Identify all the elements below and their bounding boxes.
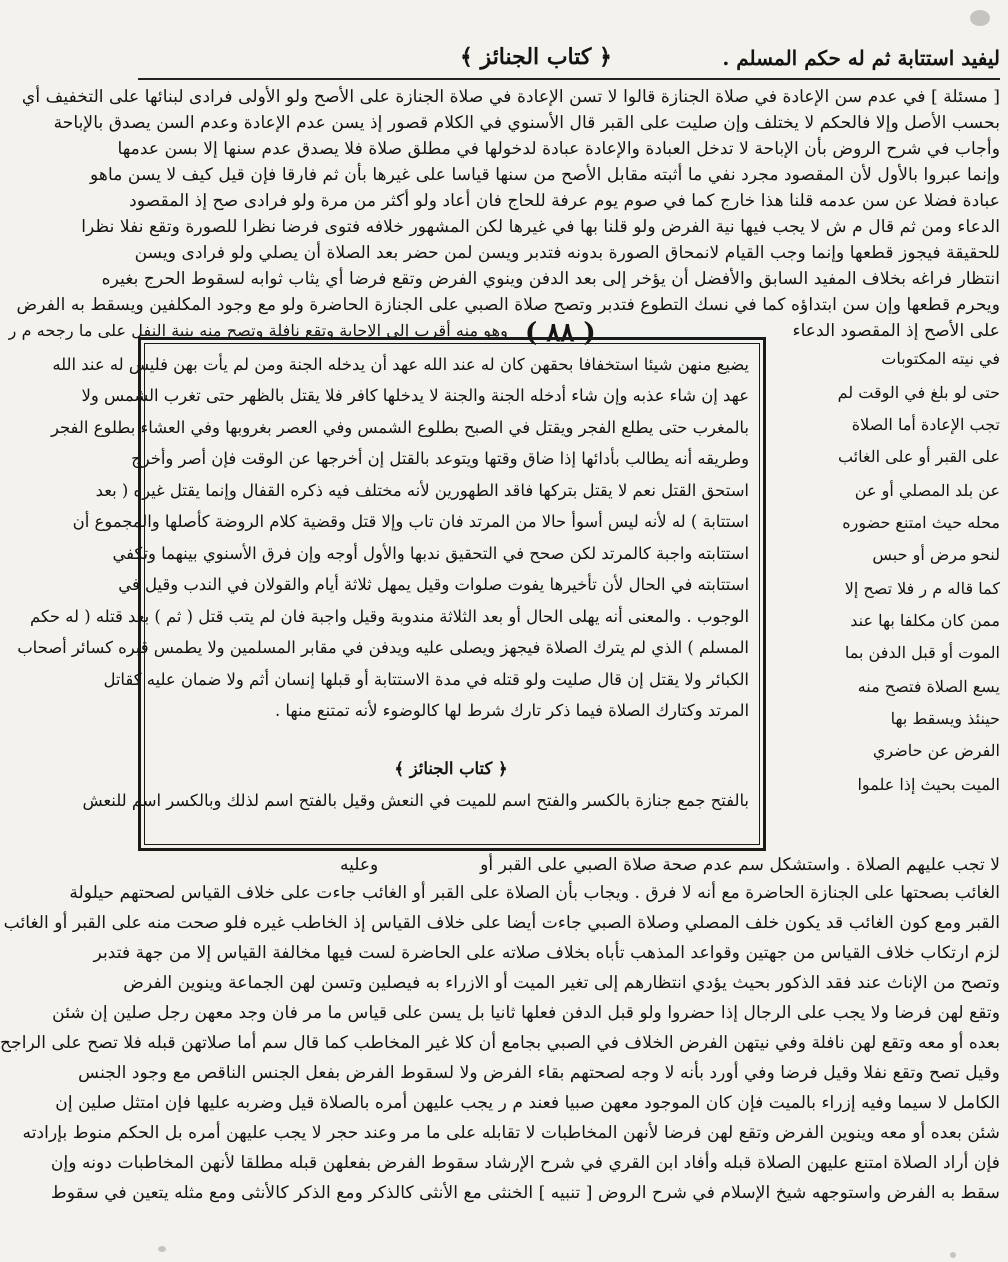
text-line <box>138 852 1000 880</box>
text-line: الغائب بصحتها على الجنازة الحاضرة مع أنه لا فرق . ويجاب بأن الصلاة على القبر أو الغائب جاءت على خلاف القياس لصحتهم حيلولة <box>69 883 1000 903</box>
boxed-main-text <box>17 337 766 851</box>
box-text-line: وطريقه أنه يطالب بأدائها إذا ضاق وقتها ويتوعد بالقتل إن أخرجها عن الوقت فإن أصر وأخرج <box>131 449 749 468</box>
text-line: القبر ومع كون الغائب قد يكون خلف المصلي وصلاة الصبي جاءت أيضا على خلاف القياس إذ الخاطب غيره فلو صحت منه على القبر أو الغائب <box>3 913 1000 933</box>
side-text-line: ممن كان مكلفا بها عند <box>850 611 1000 630</box>
line-segment-left: وهو منه أقرب إلى الإجابة وتقع نافلة وتصح منه بنية النفل على ما رجحه م ر <box>8 321 508 340</box>
text-line: فإن أراد الصلاة امتنع عليهن الصلاة قبله وأفاد ابن القري في شرح الإرشاد سقوط الفرض بفعلهن قبله مطلقا لأنهن المخاطبات دونه وإن <box>50 1153 1000 1173</box>
text-line: الدعاء ومن ثم قال م ش لا يجب فيها نية الفرض ولو قلنا بها في غيرها لكن المشهور خلافه فتوى فرضا نظرا للصورة وتقع نفلا نظرا <box>81 217 1000 237</box>
page-number: ( ٨٨ ) <box>525 318 596 348</box>
side-text-line: كما قاله م ر فلا تصح إلا <box>844 579 1000 598</box>
side-text-line: في نيته المكتوبات <box>881 349 1000 368</box>
box-text-line: الوجوب . والمعنى أنه يهلى الحال أو بعد الثلاثة مندوبة وقيل واجبة فان لم يتب قتل ( ثم ) بعد قتله ( له حكم <box>29 607 749 626</box>
text-line: ويحرم قطعها وإن سن ابتداؤه كما في نسك التطوع فتدبر وتصح صلاة الصبي على الجنازة الحاضرة ولو مع وجود المكلفين ويسقط به الفرض <box>16 295 1000 315</box>
box-text-line: عهد إن شاء عذبه وإن شاء أدخله الجنة والجنة لا يدخلها كافر فلا يقتل بالظهر حتى تغرب الشمس ولا <box>81 386 749 405</box>
side-text-line: عن بلد المصلي أو عن <box>854 481 1000 500</box>
box-text-line: الكبائر ولا يقتل إن قال صليت ولو قتله في مدة الاستتابة أو قبلها إنسان أثم ولا ضمان عليه كقاتل <box>103 670 749 689</box>
text-line: وتقع لهن فرضا ولا يجب على الرجال إذا حضروا ولو قبل الدفن فعلها ثانيا بل يسن على قياس ما مر فان وجد معهن رجل صلين إن شئن <box>52 1003 1000 1023</box>
text-line: وقيل تصح وتقع نفلا وقيل فرضا وفي أورد بأنه لا وجه لصحتهم بقاء الفرض ولا لسقوط الفرض بفعل الجنس الناقص مع وجود الجنس <box>78 1063 1000 1083</box>
box-text-line: استتابته في الحال لأن تأخيرها يفوت صلوات وقيل يمهل ثلاثة أيام والقولان في الندب وقيل في <box>118 575 749 594</box>
line-segment: على الأصح إذ المقصود الدعاء <box>792 321 1000 341</box>
side-text-line: الفرض عن حاضري <box>872 741 1000 760</box>
text-line: [ مسئلة ] في عدم سن الإعادة في صلاة الجنازة قالوا لا تسن الإعادة في صلاة الجنازة على الأصح ولو الأولى فرادى لبنائها على التخفيف أي <box>21 87 1000 107</box>
scan-speck <box>158 1246 166 1252</box>
header-running-text: ليفيد استتابة ثم له حكم المسلم . <box>722 46 1000 70</box>
scan-speck <box>970 10 990 26</box>
side-text-line: محله حيث امتنع حضوره <box>842 513 1000 532</box>
header-rule <box>138 78 1000 80</box>
text-line: شئن بعده أو معه وينوين الفرض وتقع لهن فرضا لأنهن المخاطبات لا تقابله على ما مر وعند حجر لا يجب عليهن أمره بل الحكم منوط بإرادته <box>22 1123 1000 1143</box>
box-text-line: بالمغرب حتى يطلع الفجر ويقتل في الصبح بطلوع الشمس وفي العصر بغروبها وفي العشاء بطلوع الفجر <box>50 418 749 437</box>
text-line: لزم ارتكاب خلاف القياس من جهتين وقواعد المذهب تأباه بخلاف صلاته على الحاضرة لست فيها مخالفة القياس إلا من جهة فتدبر <box>93 943 1000 963</box>
side-text-line: تجب الإعادة أما الصلاة <box>851 415 1000 434</box>
side-text-line: حينئذ ويسقط بها <box>890 709 1000 728</box>
box-text-line: استتابة ) له لأنه ليس أسوأ حالا من المرتد فان تاب وإلا قتل وقضية كلام الروضة كأصلها والمجموع أن <box>72 512 749 531</box>
box-text-line: المرتد وكتارك الصلاة فيما ذكر تارك شرط لها كالوضوء لأنه تمتنع منها . <box>274 701 749 720</box>
side-text-line: الموت أو قبل الدفن بما <box>844 643 1000 662</box>
box-text-line: استتابته واجبة كالمرتد لكن صحح في التحقيق ندبها والأول أوجه وإن فرق الأسنوي بينهما وتكفي <box>112 544 749 563</box>
box-text-line: يضيع منهن شيئا استخفافا بحقهن كان له عند الله عهد أن يدخله الجنة ومن لم يأت بهن فليس له عند الله <box>52 355 749 374</box>
header-chapter-title: ﴿ كتاب الجنائز ﴾ <box>460 44 612 70</box>
side-text-line: الميت بحيث إذا علموا <box>857 775 1000 794</box>
side-text-line: على القبر أو على الغائب <box>837 447 1000 466</box>
text-line: بحسب الأصل وإلا فالحكم لا يختلف وإن صليت على القبر قال الأسنوي في الكلام قصور إذ يسن عدم الإعادة وعدم السن يصدق بالإباحة <box>53 113 1000 133</box>
box-text-line: المسلم ) الذي لم يترك الصلاة فيجهز ويصلى عليه ويدفن في مقابر المسلمين ولا يطمس قبره كسائر أصحاب <box>17 638 749 657</box>
text-line: بعده أو معه وتقع لهن نافلة وفي نيتهن الفرض الخلاف في الصبي بجامع أن كلا غير المخاطب كما قال سم أما صلاتهن قبله فلا تصح على الراجح <box>0 1033 1000 1053</box>
text-line: سقط به الفرض واستوجهه شيخ الإسلام في شرح الروض [ تنبيه ] الخنثى مع الأنثى كالذكر ومع الذكر كالأنثى ومع مثله يتعين في سقوط <box>50 1183 1000 1203</box>
side-text-line: حتى لو بلغ في الوقت لم <box>837 383 1000 402</box>
box-text-line: بالفتح جمع جنازة بالكسر والفتح اسم للميت في النعش وقيل بالفتح اسم لذلك وبالكسر اسم للنعش <box>82 791 749 810</box>
text-line: انتظار فراغه بخلاف المفيد السابق والأفضل أن يؤخر إلى بعد الدفن وينوي الفرض وتقع فرضا أي يثاب ثوابه لسقوط الحرج بغيره <box>101 269 1000 289</box>
side-text-line: لنحو مرض أو حبس <box>872 545 1000 564</box>
text-line: وأجاب في شرح الروض بأن الإباحة لا تدخل العبادة والإعادة عبادة لدخولها في مطلق صلاة فلا يصدق عدم سنها إلا بسن عدمها <box>117 139 1000 159</box>
page-header <box>130 42 1008 76</box>
box-section-title: ﴿ كتاب الجنائز ﴾ <box>394 759 508 778</box>
line-segment-left: وعليه <box>340 855 379 875</box>
side-text-line: يسع الصلاة فتصح منه <box>857 677 1000 696</box>
text-line: الكامل لا سيما وفيه إزراء بالميت فإن كان الموجود معهن صبيا فعند م ر يجب عليهن أمره بالصلاة قيل وضربه عليها فإن امتثل صلين إن <box>55 1093 1000 1113</box>
text-line: وتصح من الإناث عند فقد الذكور بحيث يؤدي انتظارهم إلى تغير الميت أو الازراء به فيصلين وتسن لهن الجماعة وينوين الفرض <box>123 973 1000 993</box>
text-line: وإنما عبروا بالأول لأن المقصود مجرد نفي ما أثبته مقابل الأصح من سنها قياسا على غيرها بأن ثم فارقا فإن قيل كيف لا يسن ماهو <box>90 165 1000 185</box>
scan-speck <box>950 1252 956 1258</box>
line-segment: لا تجب عليهم الصلاة . واستشكل سم عدم صحة صلاة الصبي على القبر أو <box>480 855 1000 875</box>
text-line: للحقيقة فيجوز قطعها وإنما وجب القيام لانمحاق الصورة بدونه فتدبر ويسن لمن حضر بعد الصلاة أن يصلي ولو فرادى ويسن <box>134 243 1000 263</box>
text-line: عبادة فضلا عن سن عدمه قلنا هذا خارج كما في صوم يوم عرفة للحاج فان أعاد ولو أكثر من مرة ولو فرادى صح إذ المقصود <box>129 191 1000 211</box>
box-text-line: استحق القتل نعم لا يقتل بتركها فاقد الطهورين لأنه مختلف فيه ذكره القفال وإنما يقتل غيره ( بعد <box>95 481 749 500</box>
